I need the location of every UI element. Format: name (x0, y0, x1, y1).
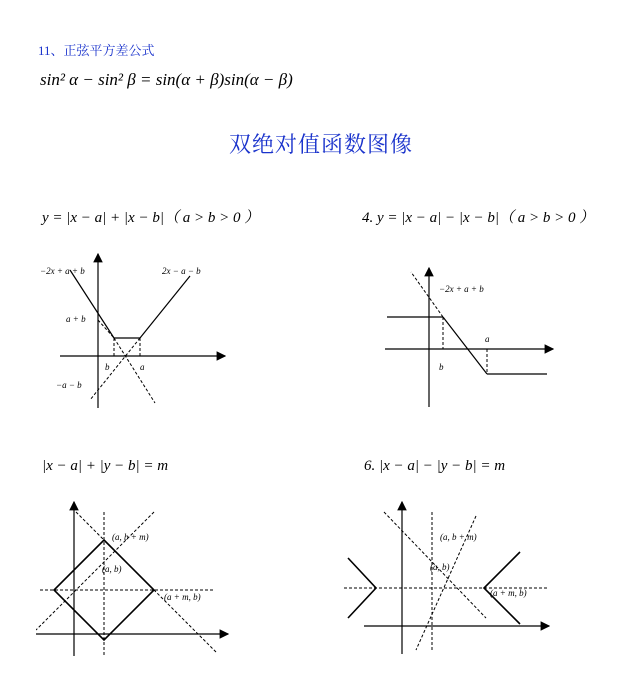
intercept-dash (98, 320, 114, 338)
label-line: −2x + a + b (439, 284, 484, 294)
label-neg-intercept: −a − b (56, 380, 82, 390)
left-dash (114, 338, 155, 403)
equation-diff-abs: 4. y = |x − a| − |x − b|（ a > b > 0 ） (362, 210, 595, 226)
main-title: 双绝对值函数图像 (228, 133, 413, 158)
label-b: b (105, 362, 110, 372)
label-b: b (439, 362, 444, 372)
section-title: 11、正弦平方差公式 (38, 43, 155, 58)
slope-dash-up (411, 272, 443, 317)
graph-hyperbola-abs (344, 498, 554, 658)
graph-diamond (36, 498, 236, 658)
label-right-line: 2x − a − b (162, 266, 201, 276)
equation-sum-abs-xy: |x − a| + |y − b| = m (42, 458, 169, 474)
right-branch (140, 276, 190, 338)
diag-dash-2 (36, 512, 154, 630)
left-branch (70, 270, 114, 338)
label-top: (a, b + m) (112, 532, 149, 542)
label-center: (a, b) (430, 562, 450, 572)
slope-segment (443, 317, 487, 374)
label-left-line: −2x + a + b (40, 266, 85, 276)
label-intercept: a + b (66, 314, 86, 324)
equation-diff-abs-xy: 6. |x − a| − |y − b| = m (364, 458, 506, 474)
label-right: (a + m, b) (490, 588, 527, 598)
graph-sum-abs (30, 248, 240, 408)
label-right: (a + m, b) (164, 592, 201, 602)
label-center: (a, b) (102, 564, 122, 574)
sine-square-difference-formula: sin² α − sin² β = sin(α + β)sin(α − β) (40, 70, 293, 89)
equation-sum-abs: y = |x − a| + |x − b|（ a > b > 0 ） (42, 210, 260, 226)
graph-diff-abs (385, 262, 560, 410)
label-top: (a, b + m) (440, 532, 477, 542)
label-a: a (140, 362, 145, 372)
label-a: a (485, 334, 490, 344)
